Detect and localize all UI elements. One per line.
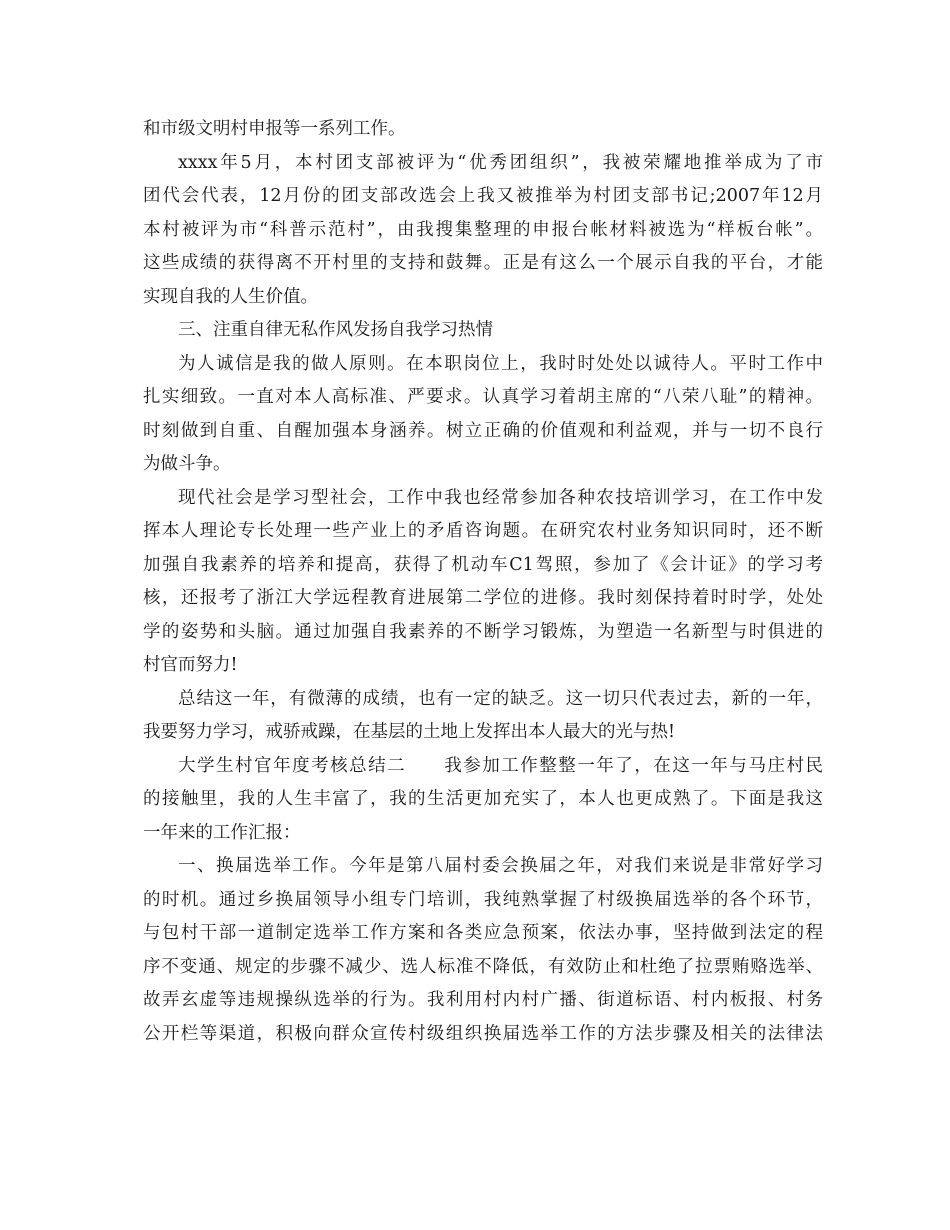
- text-line: 挥本人理论专长处理一些产业上的矛盾咨询题。在研究农村业务知识同时，还不断: [143, 521, 823, 541]
- text-line: 与包村干部一道制定选举工作方案和各类应急预案，依法办事，坚持做到法定的程: [143, 923, 823, 943]
- text-line: 时刻做到自重、自醒加强本身涵养。树立正确的价值观和利益观，并与一切不良行: [143, 420, 823, 441]
- text-line: 一、换届选举工作。今年是第八届村委会换届之年，对我们来说是非常好学习: [178, 856, 823, 876]
- text-line: 一年来的工作汇报：: [143, 822, 301, 843]
- text-line: 为人诚信是我的做人原则。在本职岗位上，我时时处处以诚待人。平时工作中: [178, 353, 823, 374]
- text-line: 序不变通、规定的步骤不减少、选人标准不降低，有效防止和杜绝了拉票贿赂选举、: [143, 956, 823, 977]
- text-line: 的时机。通过乡换届领导小组专门培训，我纯熟掌握了村级换届选举的各个环节，: [143, 889, 823, 910]
- text-line: 扎实细致。一直对本人高标准、严要求。认真学习着胡主席的“八荣八耻”的精神。: [143, 387, 823, 407]
- text-line: 加强自我素养的培养和提高，获得了机动车C1驾照，参加了《会计证》的学习考: [143, 554, 823, 575]
- text-line: 故弄玄虚等违规操纵选举的行为。我利用村内村广播、街道标语、村内板报、村务: [143, 990, 823, 1010]
- text-line: 学的姿势和头脑。通过加强自我素养的不断学习锻炼，为塑造一名新型与时俱进的: [143, 621, 823, 642]
- text-line: 我要努力学习，戒骄戒躁，在基层的土地上发挥出本人最大的光与热!: [143, 722, 676, 742]
- text-line: 现代社会是学习型社会，工作中我也经常参加各种农技培训学习，在工作中发: [178, 487, 823, 508]
- text-line: 本村被评为市“科普示范村”，由我搜集整理的申报台帐材料被选为“样板台帐”。: [143, 219, 823, 240]
- text-line: 为做斗争。: [143, 454, 231, 474]
- text-line: 和市级文明村申报等一系列工作。: [143, 119, 406, 139]
- text-line: 团代会代表，12月份的团支部改选会上我又被推举为村团支部书记;2007年12月: [143, 186, 823, 206]
- section-heading: 三、注重自律无私作风发扬自我学习热情: [178, 320, 493, 340]
- text-line: 实现自我的人生价值。: [143, 286, 318, 307]
- text-line: 大学生村官年度考核总结二 我参加工作整整一年了，在这一年与马庄村民: [178, 755, 823, 776]
- document-body: [143, 113, 823, 1051]
- text-line: 的接触里，我的人生丰富了，我的生活更加充实了，本人也更成熟了。下面是我这: [143, 789, 823, 809]
- text-line: 村官而努力!: [143, 655, 238, 675]
- text-line: 公开栏等渠道，积极向群众宣传村级组织换届选举工作的方法步骤及相关的法律法: [143, 1023, 823, 1044]
- text-line: xxxx年5月，本村团支部被评为“优秀团组织”，我被荣耀地推举成为了市: [178, 152, 823, 173]
- text-line: 总结这一年，有微薄的成绩，也有一定的缺乏。这一切只代表过去，新的一年，: [178, 688, 823, 709]
- text-line: 这些成绩的获得离不开村里的支持和鼓舞。正是有这么一个展示自我的平台，才能: [143, 253, 823, 273]
- text-line: 核，还报考了浙江大学远程教育进展第二学位的进修。我时刻保持着时时学，处处: [143, 588, 823, 608]
